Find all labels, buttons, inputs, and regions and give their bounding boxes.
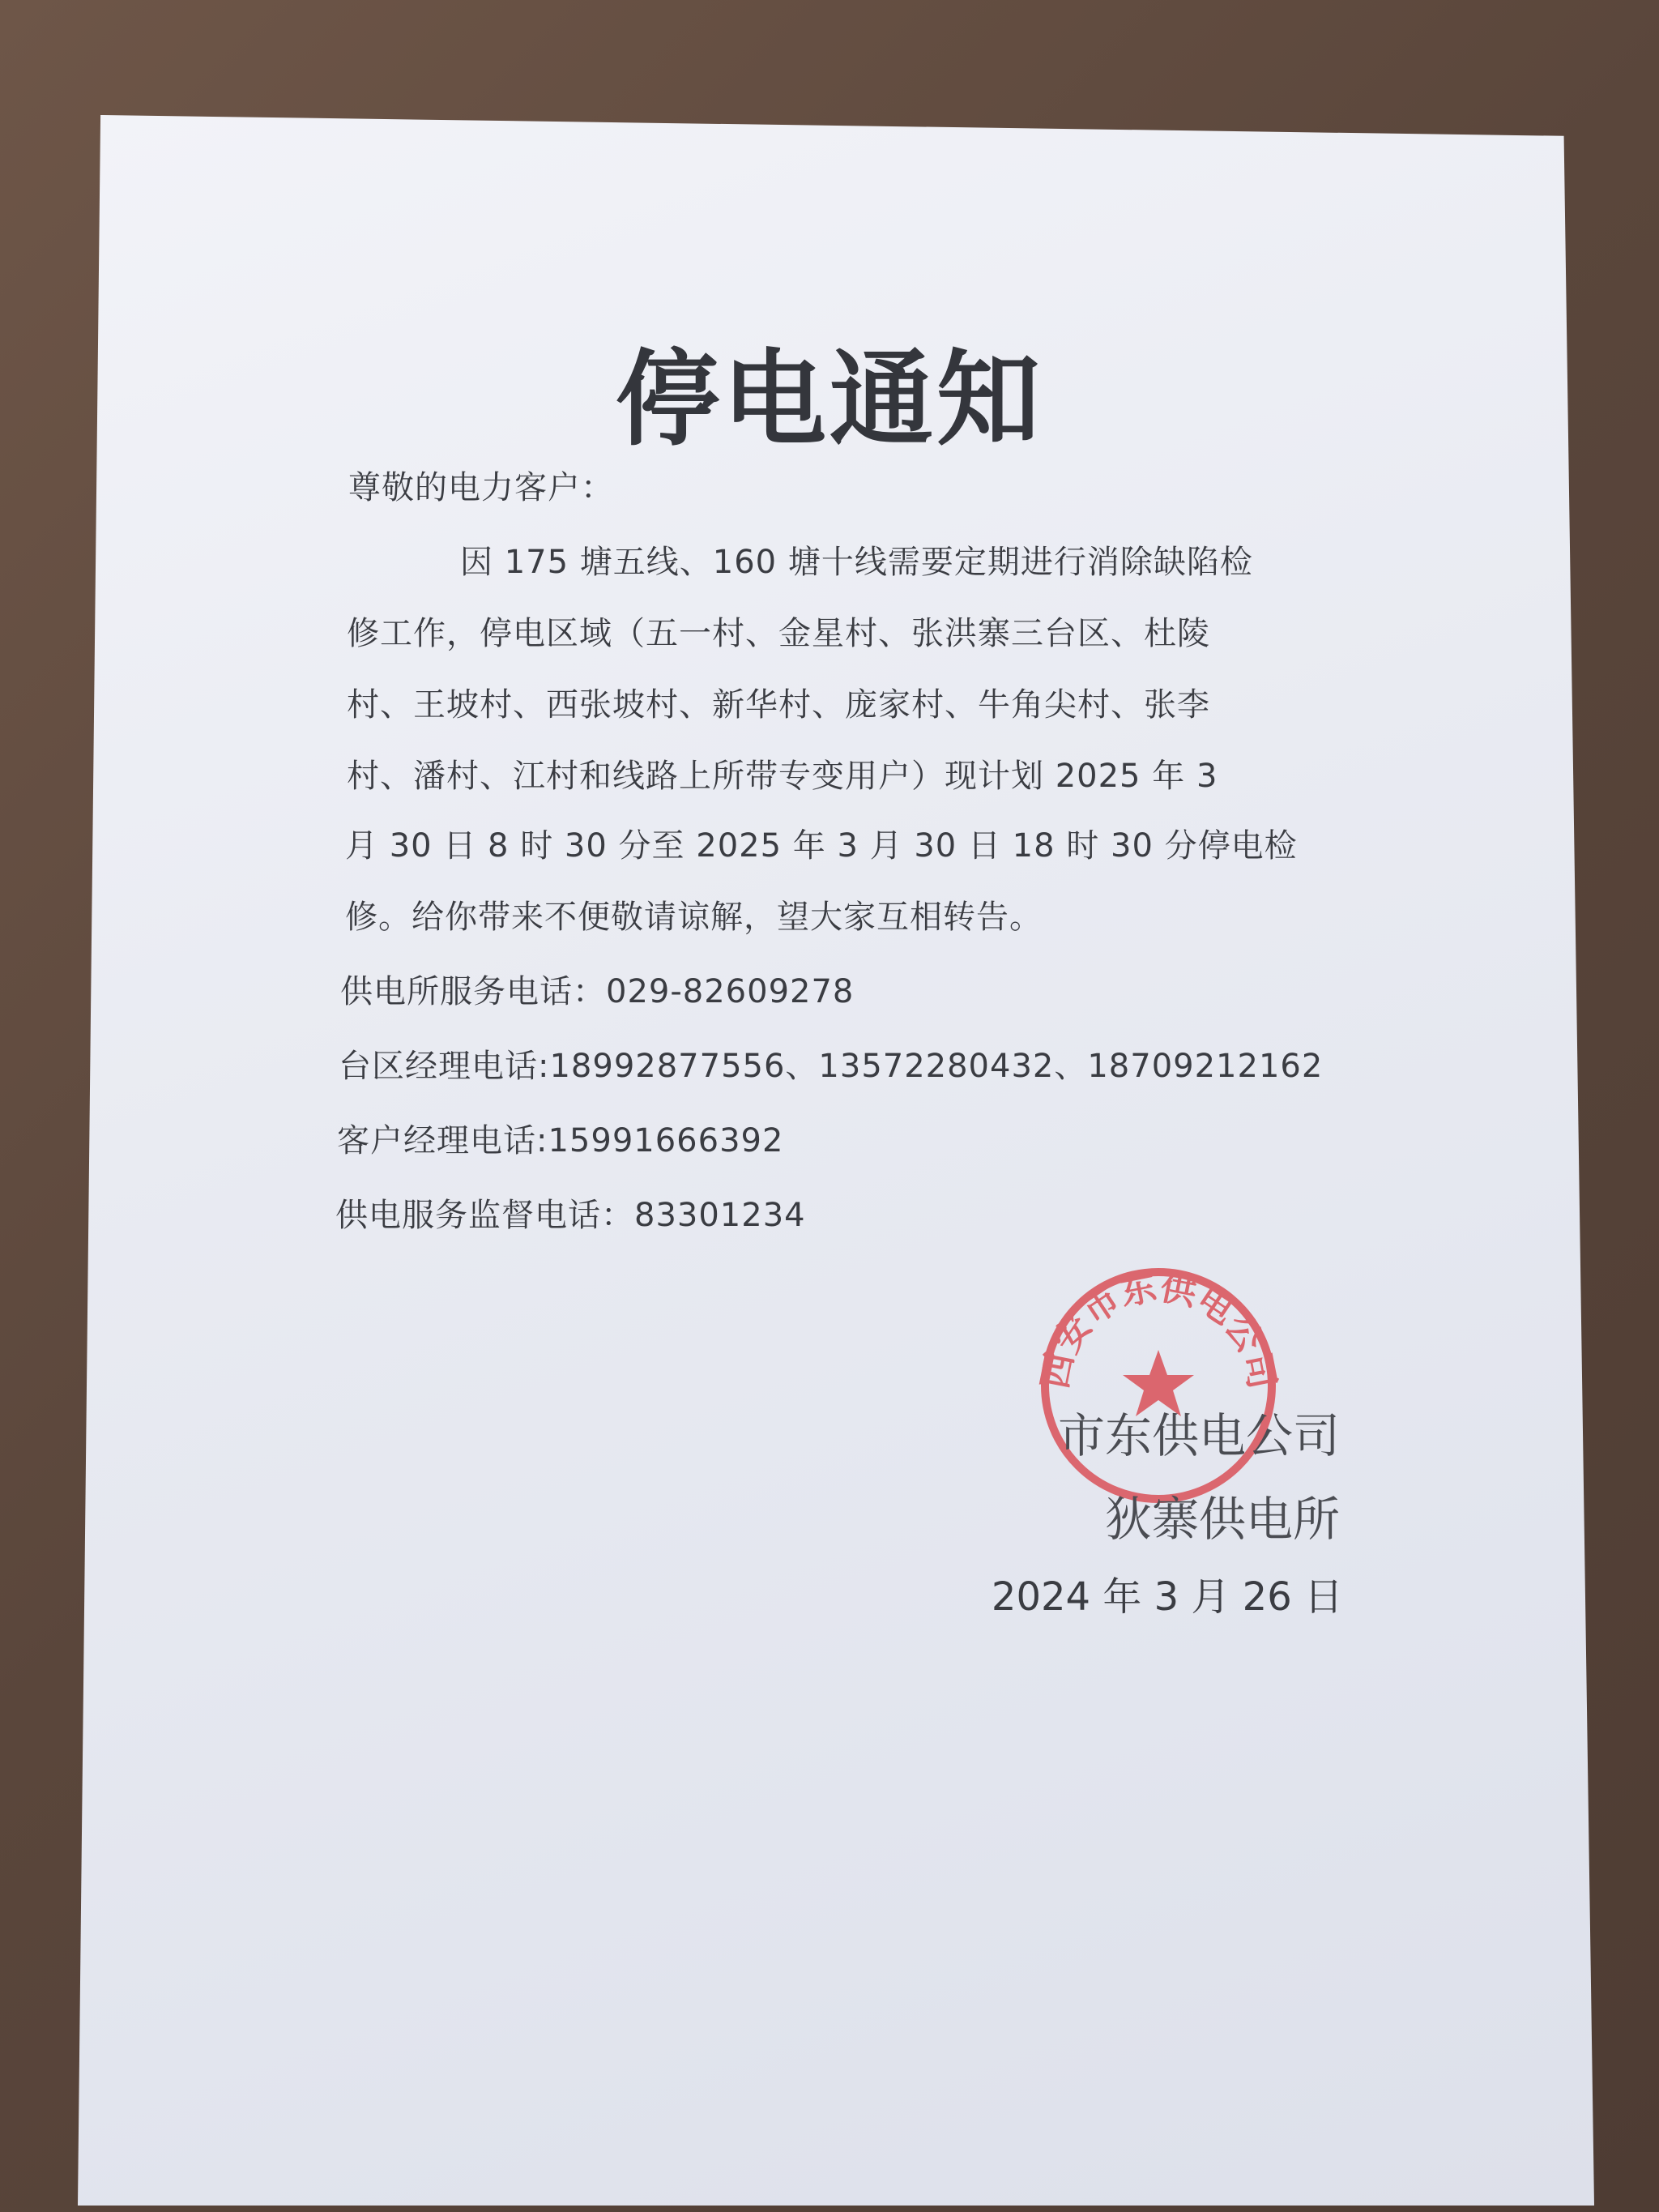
body-line-5: 月 30 日 8 时 30 分至 2025 年 3 月 30 日 18 时 30 分停电检 [345, 827, 1298, 865]
signature-station: 狄寨供电所 [1104, 1492, 1340, 1547]
signature-company: 市东供电公司 [1057, 1408, 1340, 1463]
body-line-2: 修工作，停电区域（五一村、金星村、张洪寨三台区、杜陵 [347, 615, 1210, 652]
body-line-3: 村、王坡村、西张坡村、新华村、庞家村、牛角尖村、张李 [347, 686, 1210, 724]
contact-supervision-phone: 供电服务监督电话：83301234 [335, 1197, 806, 1234]
notice-title: 停电通知 [615, 339, 1043, 460]
seal-text: 西安市东供电公司 [1034, 1266, 1283, 1393]
body-line-1: 因 175 塘五线、160 塘十线需要定期进行消除缺陷检 [460, 544, 1253, 581]
body-line-4: 村、潘村、江村和线路上所带专变用户）现计划 2025 年 3 [347, 758, 1218, 795]
signature-date: 2024 年 3 月 26 日 [991, 1574, 1343, 1620]
contact-area-manager-phone: 台区经理电话:18992877556、13572280432、18709212162 [339, 1048, 1324, 1085]
body-line-6: 修。给你带来不便敬请谅解，望大家互相转告。 [345, 899, 1043, 936]
salutation: 尊敬的电力客户： [348, 469, 614, 506]
company-seal [1029, 1264, 1288, 1507]
contact-service-phone: 供电所服务电话：029-82609278 [340, 973, 855, 1010]
contact-customer-manager-phone: 客户经理电话:15991666392 [337, 1122, 784, 1159]
